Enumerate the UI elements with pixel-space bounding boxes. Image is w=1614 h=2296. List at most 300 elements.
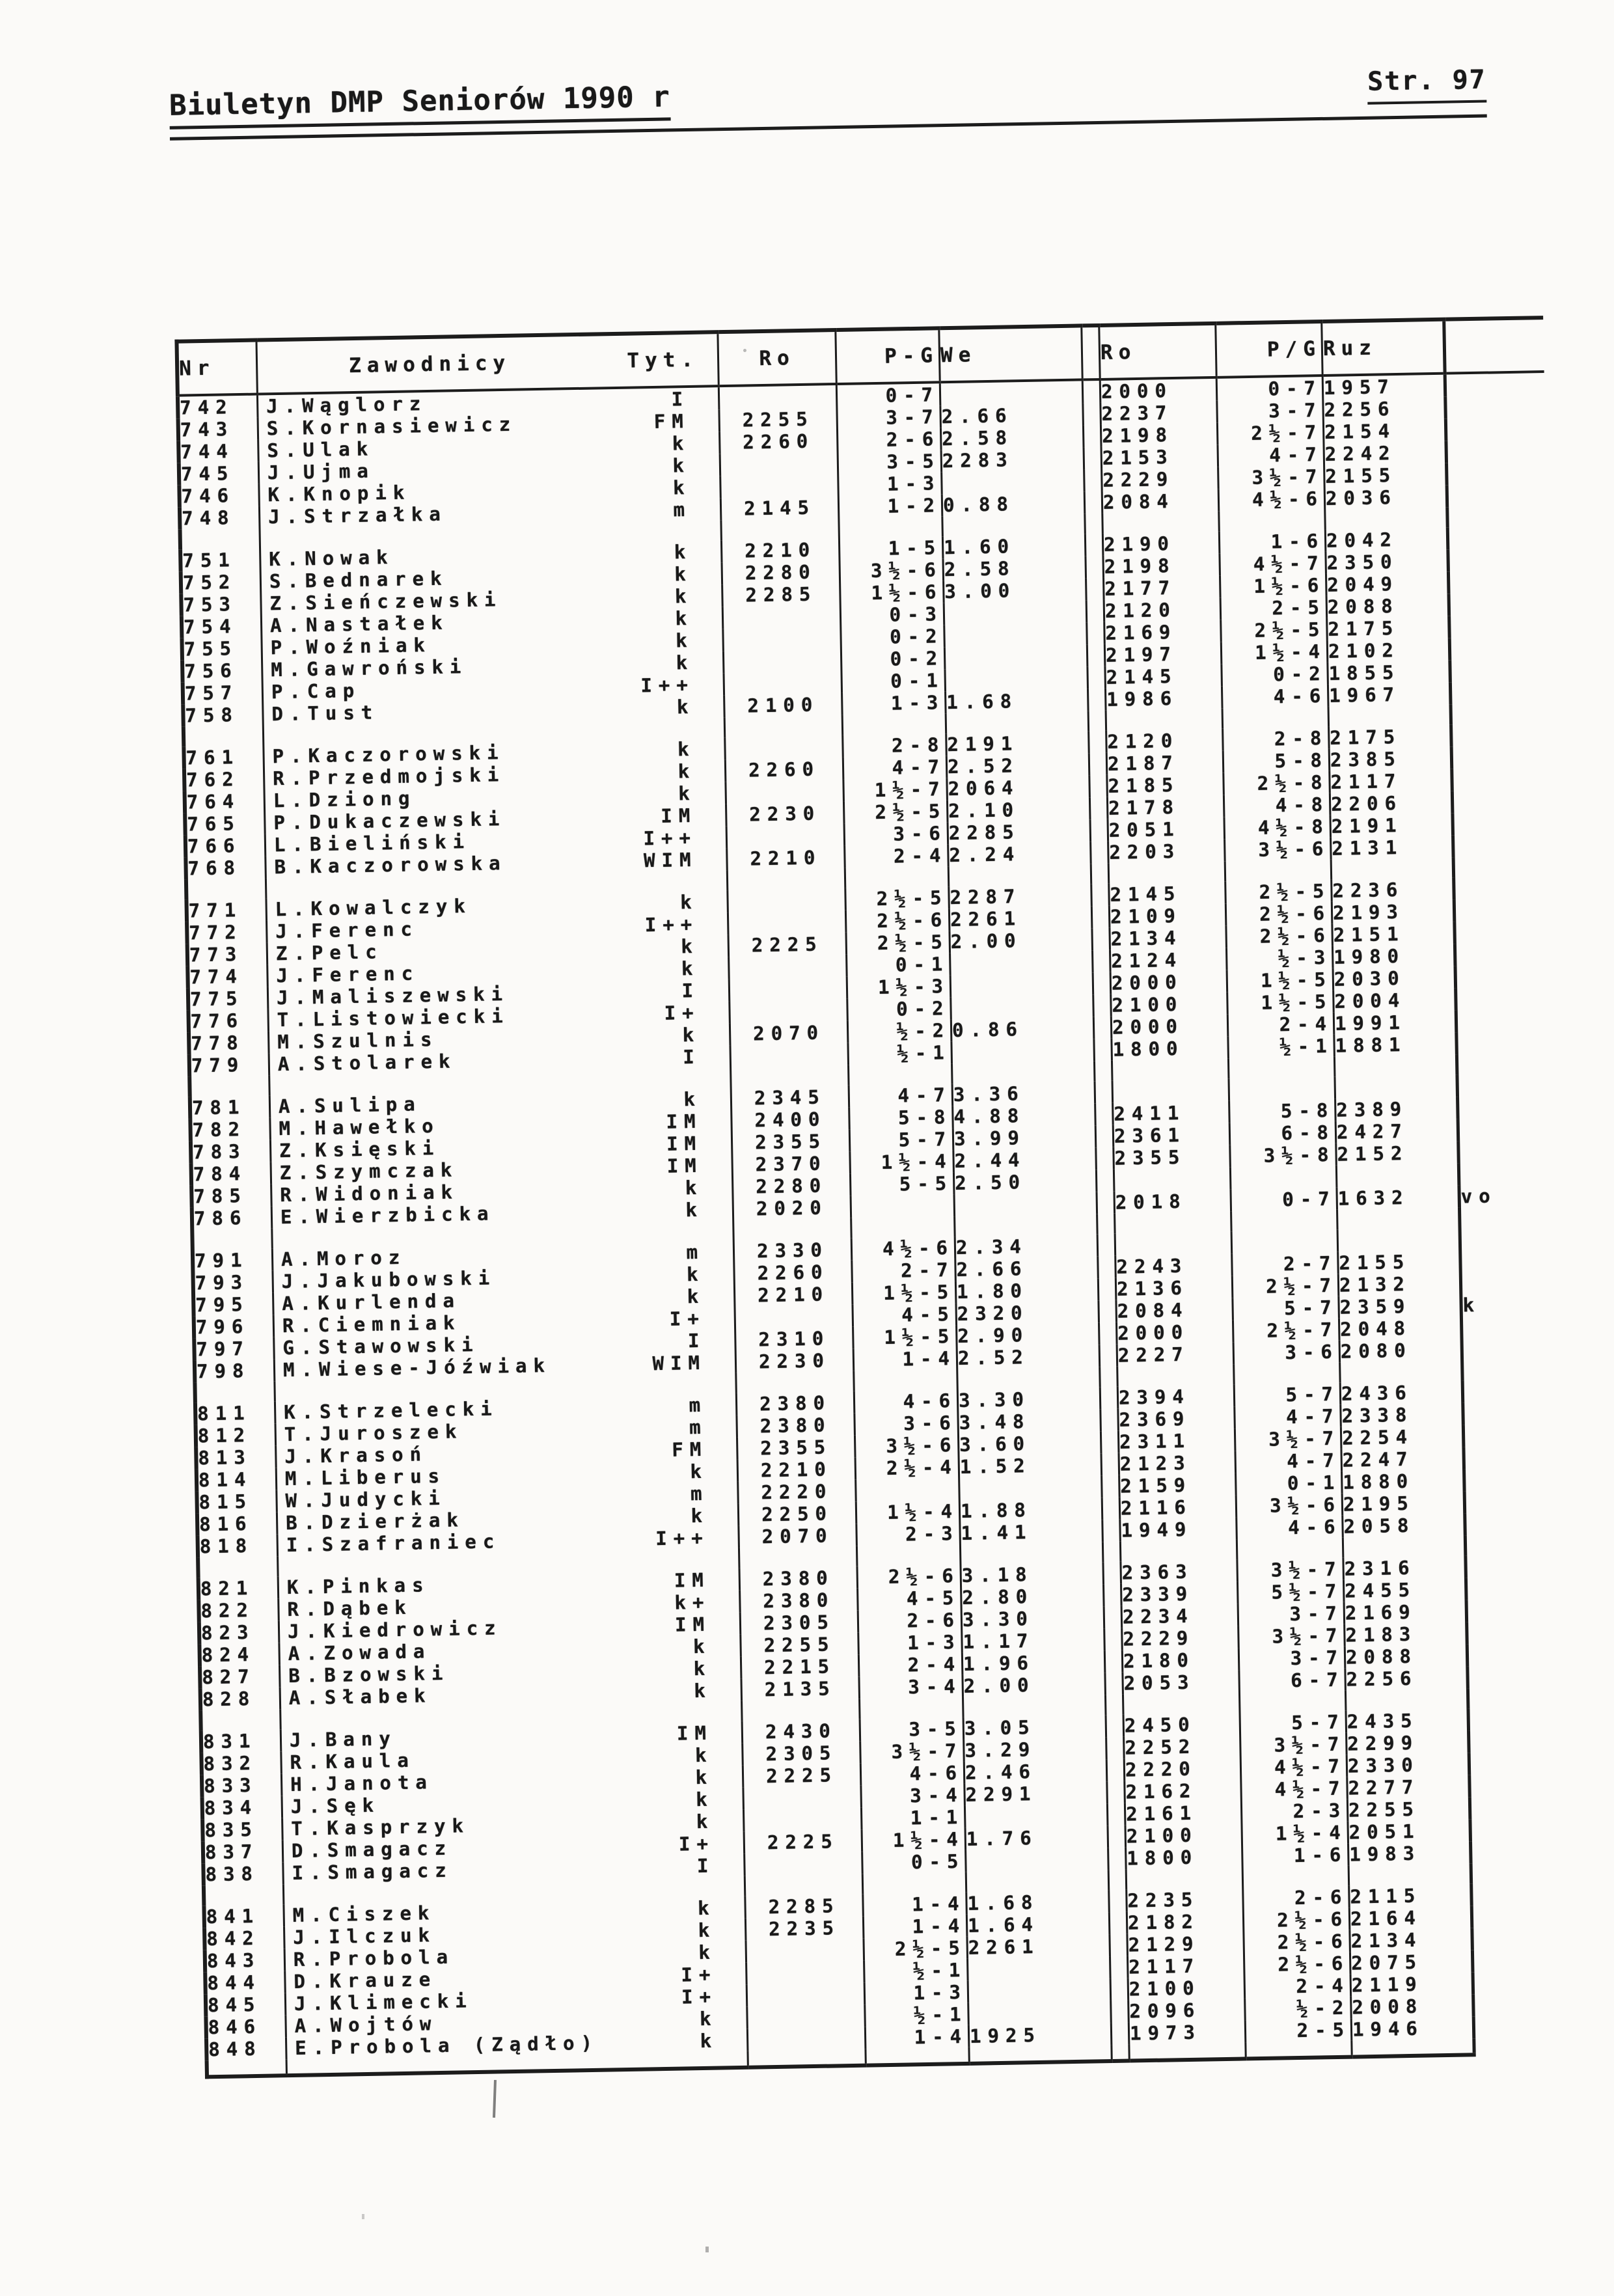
score-pg-right: ½-3 bbox=[1226, 946, 1333, 970]
ruz-value: 2330 bbox=[1347, 1753, 1470, 1777]
score-pg-left: 1½-5 bbox=[852, 1281, 956, 1305]
row-note: vo bbox=[1460, 1184, 1497, 1208]
player-title: k bbox=[685, 1176, 704, 1199]
rating-ro-right: 2084 bbox=[1116, 1298, 1233, 1322]
row-note bbox=[1471, 1904, 1571, 1928]
player-name: B.Dzierżak bbox=[285, 1509, 465, 1535]
rating-ro-left: 2260 bbox=[720, 430, 838, 454]
we-value bbox=[945, 666, 1088, 691]
divider-cell bbox=[1084, 447, 1102, 469]
we-value: 2287 bbox=[949, 884, 1092, 909]
cell-nr: 818 bbox=[197, 1534, 277, 1557]
player-title: I++ bbox=[643, 826, 698, 850]
score-pg-right bbox=[1231, 1230, 1338, 1254]
cell-nr: 757 bbox=[183, 681, 263, 704]
row-note bbox=[1470, 1773, 1569, 1797]
row-note bbox=[1453, 812, 1552, 836]
score-pg-right: 2½-6 bbox=[1244, 1952, 1350, 1976]
col-header-ruz: Ruz bbox=[1322, 320, 1445, 376]
row-note bbox=[1466, 1576, 1565, 1600]
ruz-value: 2175 bbox=[1329, 725, 1452, 749]
we-value bbox=[950, 972, 1093, 997]
player-name: H.Janota bbox=[290, 1771, 434, 1796]
score-pg-right: 2-5 bbox=[1245, 2019, 1352, 2043]
empty-cell bbox=[733, 1218, 852, 1240]
player-name: J.Kiedrowicz bbox=[287, 1617, 502, 1643]
player-name: M.Szulnis bbox=[277, 1028, 439, 1054]
player-name: J.Maliszewski bbox=[276, 982, 510, 1009]
divider-cell bbox=[1109, 1890, 1127, 1912]
rating-ro-right: 2182 bbox=[1127, 1909, 1244, 1934]
we-value: 2064 bbox=[947, 775, 1090, 800]
player-title: k bbox=[690, 1460, 709, 1483]
player-title: I+ bbox=[681, 1985, 718, 2008]
col-header-pg-right: P/G bbox=[1216, 321, 1322, 377]
score-pg-left: 3-6 bbox=[855, 1412, 959, 1436]
row-note bbox=[1451, 723, 1551, 747]
score-pg-left: 2-7 bbox=[852, 1259, 956, 1283]
rating-ro-left: 2380 bbox=[736, 1391, 855, 1415]
ruz-value: 2247 bbox=[1341, 1447, 1464, 1471]
empty-cell bbox=[1120, 1540, 1237, 1562]
empty-cell bbox=[1328, 705, 1451, 727]
empty-cell bbox=[1453, 856, 1553, 878]
player-name: R.Probola bbox=[293, 1945, 455, 1971]
cell-nr: 773 bbox=[187, 942, 267, 966]
player-title: m bbox=[690, 1482, 709, 1505]
player-name: M.Gawroński bbox=[270, 655, 468, 681]
we-value: 2.50 bbox=[953, 1169, 1097, 1194]
player-name: J.Bany bbox=[289, 1727, 398, 1752]
score-pg-left: 2½-6 bbox=[845, 909, 950, 933]
cell-nr: 778 bbox=[189, 1031, 269, 1054]
player-title: I++ bbox=[640, 673, 695, 697]
score-pg-left: 2-6 bbox=[837, 428, 941, 452]
score-pg-right: 4-6 bbox=[1237, 1516, 1343, 1540]
row-note bbox=[1458, 1162, 1558, 1186]
row-note bbox=[1446, 439, 1546, 463]
rating-ro-right: 2000 bbox=[1100, 377, 1217, 403]
empty-cell bbox=[862, 1872, 966, 1894]
we-value: 2.52 bbox=[946, 753, 1089, 778]
we-value: 2.58 bbox=[943, 556, 1086, 581]
player-title: k bbox=[698, 1941, 717, 1964]
empty-cell bbox=[866, 2047, 969, 2066]
player-title: k bbox=[672, 454, 691, 477]
player-title: k bbox=[676, 695, 695, 718]
player-name: J.Wąglorz bbox=[266, 392, 428, 418]
divider-cell bbox=[1086, 556, 1104, 578]
player-name: R.Ciemniak bbox=[282, 1311, 461, 1337]
we-value: 3.18 bbox=[961, 1562, 1104, 1587]
empty-cell bbox=[1447, 506, 1547, 528]
ruz-value: 2008 bbox=[1351, 1994, 1474, 2018]
score-pg-left: 4-6 bbox=[860, 1762, 964, 1786]
player-name: J.Ilczuk bbox=[292, 1924, 437, 1948]
rating-ro-left: 2210 bbox=[721, 538, 840, 562]
cell-nr: 811 bbox=[195, 1401, 275, 1425]
empty-cell bbox=[1088, 711, 1106, 731]
score-pg-left: 1-4 bbox=[853, 1347, 957, 1371]
score-pg-left: 0-7 bbox=[836, 382, 940, 407]
empty-cell bbox=[1234, 1363, 1341, 1385]
score-pg-left: 2½-5 bbox=[843, 800, 948, 824]
divider-cell bbox=[1089, 731, 1107, 753]
cell-nr: 762 bbox=[184, 767, 264, 791]
divider-cell bbox=[1086, 578, 1104, 600]
empty-cell bbox=[1471, 1862, 1570, 1884]
row-note bbox=[1460, 1226, 1559, 1250]
rating-ro-right: 2394 bbox=[1117, 1385, 1235, 1409]
we-value bbox=[966, 1848, 1109, 1872]
row-note bbox=[1467, 1620, 1566, 1645]
empty-cell bbox=[1100, 1367, 1118, 1387]
score-pg-right: 2-4 bbox=[1244, 1975, 1351, 1999]
cell-nr: 816 bbox=[197, 1512, 277, 1535]
player-name: L.Dziong bbox=[273, 787, 417, 812]
rating-ro-right: 1973 bbox=[1128, 2020, 1246, 2044]
ruz-value: 2117 bbox=[1330, 769, 1453, 793]
cell-nr: 797 bbox=[194, 1337, 274, 1360]
rating-ro-right: 2084 bbox=[1102, 489, 1219, 513]
divider-cell bbox=[1111, 2001, 1129, 2023]
scan-artifact-dot bbox=[362, 2214, 364, 2219]
ruz-value: 2152 bbox=[1336, 1141, 1459, 1166]
ruz-value: 2299 bbox=[1347, 1730, 1470, 1755]
score-pg-right: 0-7 bbox=[1216, 376, 1323, 401]
score-pg-left: 1-3 bbox=[858, 1631, 963, 1655]
player-name: K.Strzelecki bbox=[283, 1397, 499, 1424]
we-value: 1.52 bbox=[959, 1453, 1102, 1478]
rating-ro-right: 2109 bbox=[1109, 904, 1226, 928]
divider-cell bbox=[1101, 1431, 1119, 1453]
player-title: k bbox=[685, 1198, 704, 1222]
empty-cell bbox=[184, 725, 264, 746]
player-title: k bbox=[682, 1023, 701, 1046]
rating-ro-right: 2369 bbox=[1118, 1407, 1235, 1431]
cell-nr: 786 bbox=[192, 1206, 272, 1229]
empty-cell bbox=[724, 715, 843, 737]
player-title: I+ bbox=[669, 1307, 706, 1330]
player-title: I bbox=[681, 979, 700, 1002]
row-note bbox=[1447, 484, 1546, 508]
score-pg-right: 3½-7 bbox=[1237, 1558, 1344, 1582]
rating-ro-right: 2161 bbox=[1125, 1801, 1242, 1825]
player-name: P.Cap bbox=[271, 679, 361, 704]
ruz-value: 1980 bbox=[1332, 944, 1455, 968]
rating-ro-left bbox=[723, 649, 841, 673]
divider-cell bbox=[1098, 1256, 1116, 1278]
divider-cell bbox=[1109, 1912, 1127, 1934]
cell-nr: 831 bbox=[201, 1729, 281, 1753]
rating-ro-right: 2450 bbox=[1123, 1713, 1240, 1737]
score-pg-left: 0-1 bbox=[841, 669, 946, 693]
rating-ro-left: 2020 bbox=[733, 1196, 851, 1220]
empty-cell bbox=[942, 513, 1086, 536]
player-title: WIM bbox=[652, 1351, 707, 1375]
rating-ro-right: 1986 bbox=[1105, 687, 1222, 711]
ruz-value: 2088 bbox=[1326, 594, 1449, 618]
empty-cell bbox=[1451, 703, 1550, 725]
score-pg-right: 2½-7 bbox=[1232, 1274, 1339, 1298]
player-title: k bbox=[675, 607, 694, 630]
divider-cell bbox=[1085, 534, 1103, 556]
divider-cell bbox=[1108, 1848, 1127, 1870]
player-name: P.Kaczorowski bbox=[272, 741, 505, 768]
empty-cell bbox=[745, 1874, 863, 1896]
empty-cell bbox=[1117, 1365, 1235, 1387]
cell-nr: 752 bbox=[181, 571, 261, 594]
player-name: K.Nowak bbox=[269, 545, 394, 571]
empty-cell bbox=[207, 2059, 287, 2077]
row-note bbox=[1451, 745, 1551, 769]
rating-ro-left bbox=[723, 627, 841, 651]
we-value: 1.76 bbox=[965, 1825, 1108, 1850]
score-pg-left: 4½-6 bbox=[851, 1237, 955, 1261]
player-name: J.Ferenc bbox=[276, 962, 420, 987]
score-pg-left: 3-7 bbox=[837, 405, 941, 430]
rating-ro-left: 2235 bbox=[745, 1917, 864, 1941]
player-title: k bbox=[698, 1919, 717, 1942]
page-header bbox=[169, 65, 1487, 141]
score-pg-left: 5-8 bbox=[849, 1106, 953, 1130]
row-note bbox=[1452, 767, 1552, 791]
cell-nr: 838 bbox=[203, 1862, 283, 1885]
ruz-value: 2255 bbox=[1347, 1797, 1470, 1821]
score-pg-right: 4-7 bbox=[1218, 443, 1324, 467]
row-note bbox=[1455, 964, 1555, 989]
score-pg-left: 1-3 bbox=[842, 691, 946, 715]
divider-cell bbox=[1084, 491, 1102, 513]
player-title: k bbox=[677, 759, 696, 783]
player-name: I.Smagacz bbox=[292, 1859, 453, 1884]
empty-cell bbox=[1340, 1360, 1463, 1382]
rating-ro-right bbox=[1114, 1168, 1231, 1192]
rating-ro-right: 2134 bbox=[1110, 926, 1227, 950]
cell-nr: 742 bbox=[178, 394, 258, 419]
rating-ro-left: 2215 bbox=[741, 1655, 859, 1679]
row-note bbox=[1448, 548, 1548, 572]
score-pg-right: 1½-6 bbox=[1220, 574, 1326, 598]
player-title: k bbox=[676, 651, 694, 674]
col-header-ro-left: Ro bbox=[718, 330, 836, 386]
player-name: J.Strzałka bbox=[267, 502, 448, 528]
rating-ro-right: 2411 bbox=[1113, 1101, 1230, 1125]
row-note bbox=[1456, 987, 1555, 1011]
score-pg-right: 2-7 bbox=[1232, 1252, 1339, 1276]
empty-cell bbox=[1352, 2038, 1474, 2057]
score-pg-left: 1½-6 bbox=[840, 581, 944, 605]
score-pg-right: 4-7 bbox=[1235, 1405, 1341, 1429]
score-pg-right: 5-7 bbox=[1240, 1711, 1347, 1735]
cell-nr: 776 bbox=[188, 1009, 268, 1032]
score-pg-left: 0-2 bbox=[847, 997, 951, 1021]
we-value: 1.17 bbox=[962, 1628, 1105, 1653]
divider-cell bbox=[1089, 775, 1108, 797]
score-pg-right: 2½-7 bbox=[1217, 421, 1324, 445]
cell-nr: 765 bbox=[185, 812, 265, 835]
rating-ro-right: 2339 bbox=[1121, 1582, 1238, 1606]
empty-cell bbox=[1112, 2045, 1129, 2061]
row-note: k bbox=[1462, 1293, 1481, 1317]
player-name: R.Kaula bbox=[290, 1749, 416, 1774]
player-title: IM bbox=[674, 1613, 711, 1636]
row-note bbox=[1458, 1140, 1558, 1164]
rating-ro-left bbox=[724, 671, 842, 695]
we-value bbox=[942, 469, 1085, 494]
empty-cell bbox=[1246, 2041, 1352, 2059]
score-pg-right: 4½-6 bbox=[1218, 487, 1325, 512]
cell-nr: 834 bbox=[202, 1796, 282, 1819]
player-title: I++ bbox=[644, 912, 699, 936]
ruz-value: 2195 bbox=[1342, 1491, 1465, 1515]
ruz-value: 2048 bbox=[1339, 1316, 1462, 1340]
score-pg-right: 4-7 bbox=[1235, 1449, 1342, 1473]
ruz-value bbox=[1337, 1228, 1460, 1252]
rating-ro-left bbox=[730, 1043, 849, 1067]
player-title: k bbox=[694, 1679, 713, 1702]
cell-nr: 844 bbox=[205, 1971, 285, 1994]
ruz-value: 2236 bbox=[1332, 878, 1455, 902]
score-pg-left: 2½-4 bbox=[855, 1456, 959, 1480]
cell-nr: 771 bbox=[186, 898, 266, 922]
col-header-divider bbox=[1082, 325, 1100, 379]
ruz-value: 2277 bbox=[1347, 1775, 1470, 1799]
player-title: WIM bbox=[643, 848, 698, 872]
player-name: J.Ferenc bbox=[275, 918, 419, 943]
rating-ro-left bbox=[730, 999, 848, 1023]
empty-cell bbox=[186, 878, 266, 899]
cell-nr: 785 bbox=[191, 1184, 271, 1207]
player-title: k bbox=[681, 935, 700, 958]
player-name: D.Smagacz bbox=[291, 1837, 453, 1862]
divider-cell bbox=[1093, 950, 1111, 972]
empty-cell bbox=[1115, 1212, 1232, 1234]
ruz-value: 2316 bbox=[1343, 1555, 1466, 1579]
score-pg-right: 2-3 bbox=[1241, 1799, 1348, 1824]
cell-nr: 796 bbox=[194, 1315, 274, 1338]
cell-nr: 743 bbox=[178, 418, 258, 441]
score-pg-right: 2½-6 bbox=[1244, 1930, 1350, 1954]
ruz-value: 2191 bbox=[1330, 813, 1453, 838]
empty-cell bbox=[1457, 1053, 1556, 1075]
empty-cell bbox=[192, 1228, 272, 1250]
score-pg-left: 1-4 bbox=[865, 2025, 969, 2049]
empty-cell bbox=[1106, 709, 1223, 731]
rating-ro-left bbox=[743, 1808, 862, 1832]
rating-ro-left bbox=[728, 888, 846, 912]
score-pg-right: 3½-7 bbox=[1240, 1733, 1347, 1757]
row-note bbox=[1463, 1423, 1563, 1447]
divider-cell bbox=[1093, 994, 1112, 1017]
col-header-ro-right: Ro bbox=[1099, 323, 1216, 379]
empty-cell bbox=[1474, 2037, 1574, 2055]
score-pg-left: 1½-4 bbox=[856, 1500, 960, 1524]
cell-nr: 812 bbox=[196, 1423, 276, 1447]
cell-nr: 791 bbox=[193, 1248, 273, 1272]
row-note bbox=[1473, 1993, 1573, 2017]
score-pg-right: 4½-7 bbox=[1240, 1755, 1347, 1779]
empty-cell bbox=[1337, 1208, 1460, 1230]
divider-cell bbox=[1110, 1956, 1128, 1978]
player-title: I+ bbox=[664, 1001, 700, 1024]
we-value bbox=[968, 2001, 1112, 2025]
rating-ro-right: 2145 bbox=[1105, 664, 1222, 689]
rating-ro-left bbox=[746, 1983, 865, 2007]
player-title: m bbox=[689, 1415, 708, 1439]
rating-ro-left bbox=[722, 605, 841, 629]
divider-cell bbox=[1095, 1103, 1114, 1125]
we-value: 3.30 bbox=[961, 1606, 1104, 1631]
cell-nr: 744 bbox=[178, 440, 258, 463]
player-name: S.Kornasiewicz bbox=[266, 413, 517, 440]
we-value: 1.60 bbox=[942, 534, 1086, 558]
ruz-value: 2155 bbox=[1338, 1250, 1461, 1274]
row-note bbox=[1472, 1926, 1572, 1950]
divider-cell bbox=[1095, 1125, 1114, 1147]
row-note bbox=[1470, 1818, 1570, 1842]
player-name: R.Widoniak bbox=[280, 1181, 459, 1207]
score-pg-right: 3½-6 bbox=[1225, 838, 1332, 862]
cell-nr: 775 bbox=[188, 987, 268, 1010]
empty-cell bbox=[1465, 1534, 1565, 1556]
ruz-value: 2049 bbox=[1326, 572, 1449, 596]
rating-ro-left: 2210 bbox=[734, 1283, 853, 1307]
rating-ro-left bbox=[746, 1939, 864, 1963]
score-pg-left bbox=[851, 1194, 955, 1218]
cell-nr: 823 bbox=[199, 1620, 279, 1644]
score-pg-left: ½-2 bbox=[847, 1019, 951, 1043]
row-note bbox=[1449, 592, 1548, 616]
empty-cell bbox=[198, 1556, 278, 1578]
player-name: E.Probola (Ządło) bbox=[294, 2031, 599, 2059]
score-pg-right: 3-7 bbox=[1238, 1602, 1345, 1626]
cell-nr: 813 bbox=[196, 1445, 276, 1469]
cell-nr: 761 bbox=[184, 745, 264, 769]
row-note bbox=[1464, 1490, 1564, 1514]
rating-ro-right: 2159 bbox=[1119, 1473, 1237, 1497]
rating-ro-left: 2070 bbox=[730, 1021, 848, 1045]
player-title: k bbox=[672, 476, 691, 499]
score-pg-left: 0-1 bbox=[847, 953, 951, 977]
we-value: 3.30 bbox=[957, 1387, 1101, 1412]
rating-ro-left bbox=[745, 1852, 863, 1876]
player-title: k bbox=[675, 629, 694, 652]
we-value: 2283 bbox=[941, 447, 1084, 472]
we-value: 2.00 bbox=[950, 928, 1093, 953]
row-note bbox=[1445, 417, 1545, 441]
we-value: 2.10 bbox=[947, 797, 1090, 822]
rating-ro-right: 2361 bbox=[1113, 1123, 1230, 1147]
empty-cell bbox=[1097, 1214, 1115, 1234]
rating-ro-right: 2051 bbox=[1108, 817, 1225, 841]
rating-ro-left: 2345 bbox=[731, 1086, 849, 1110]
empty-cell bbox=[721, 518, 840, 540]
score-pg-right: 1½-5 bbox=[1227, 991, 1334, 1015]
player-title: m bbox=[689, 1393, 707, 1417]
divider-cell bbox=[1087, 644, 1105, 666]
rating-ro-left: 2305 bbox=[740, 1611, 858, 1635]
row-note bbox=[1448, 570, 1548, 594]
rating-ro-left bbox=[718, 384, 837, 409]
empty-cell bbox=[1237, 1538, 1343, 1560]
score-pg-right: 2-4 bbox=[1227, 1013, 1334, 1037]
player-title: k bbox=[695, 1766, 714, 1789]
row-note bbox=[1470, 1796, 1569, 1820]
player-title: k bbox=[693, 1657, 712, 1680]
score-pg-right: 2-5 bbox=[1220, 596, 1327, 620]
divider-cell bbox=[1096, 1169, 1114, 1192]
